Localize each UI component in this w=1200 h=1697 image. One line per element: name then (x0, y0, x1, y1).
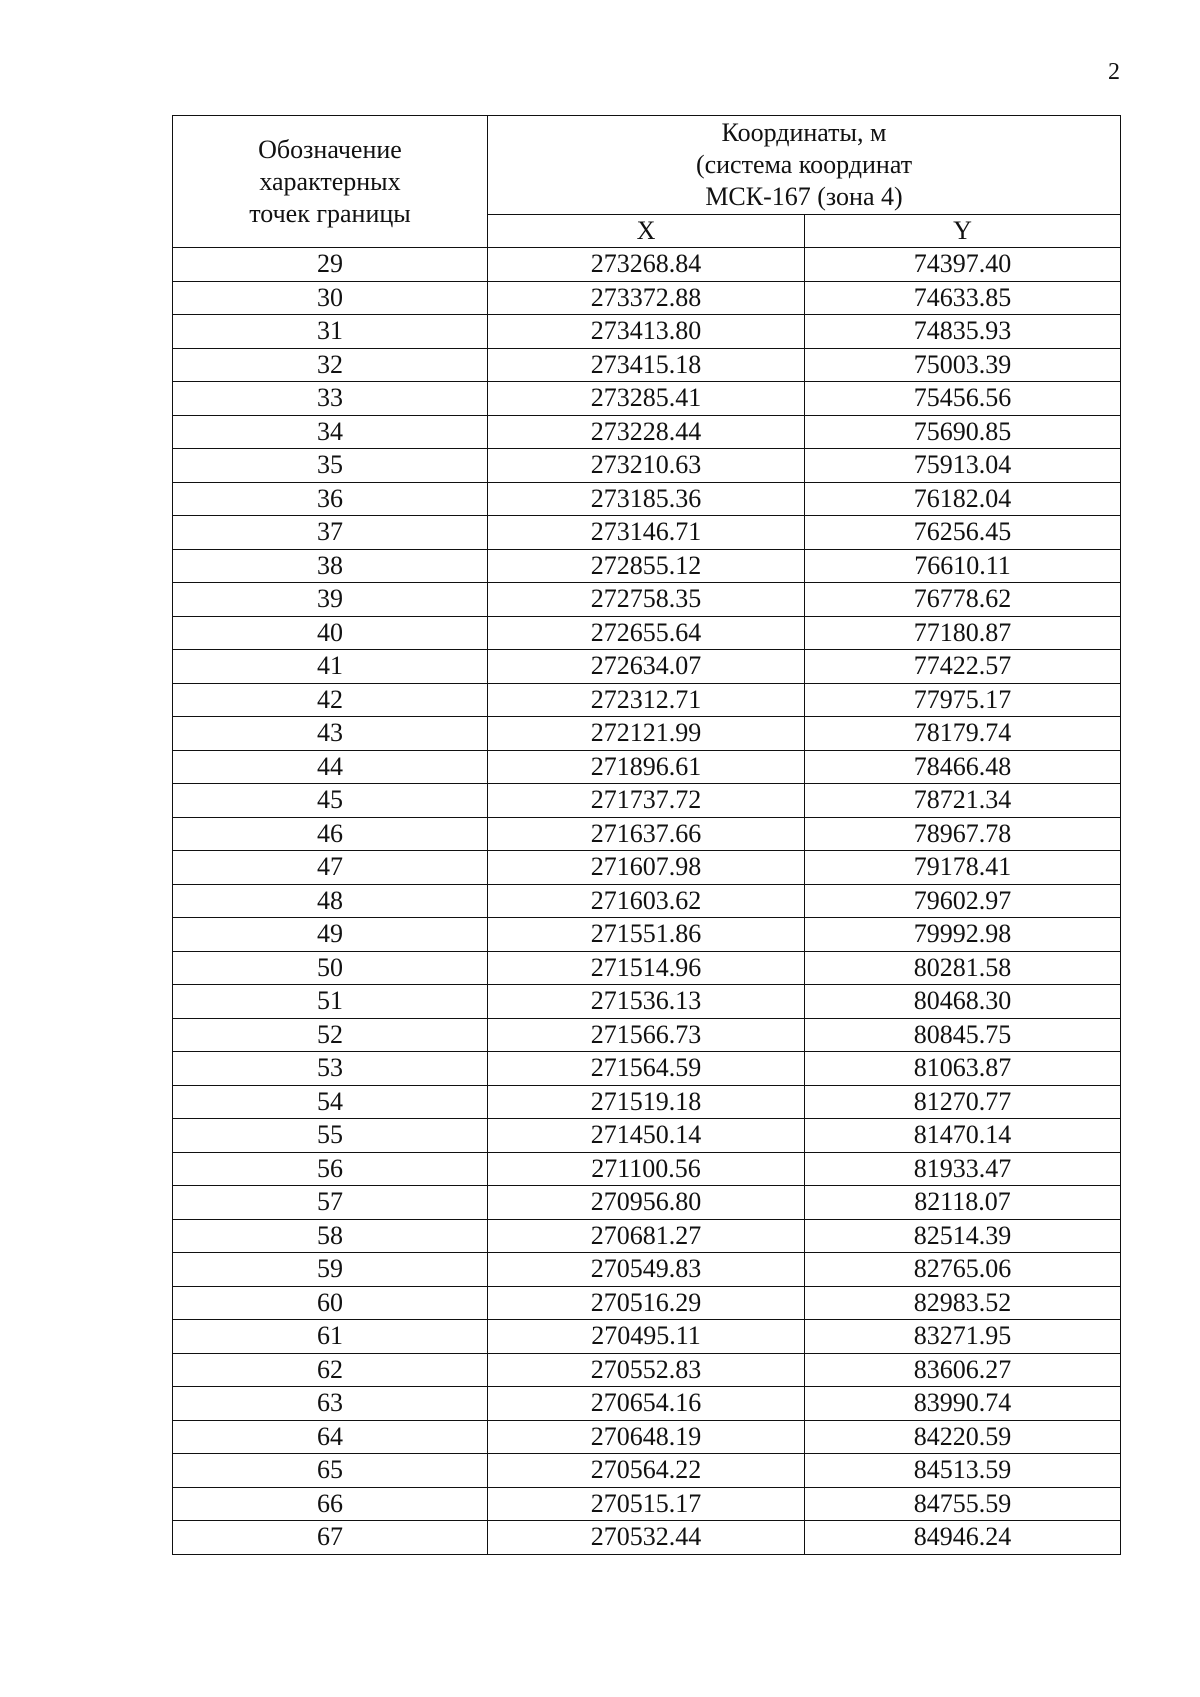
point-number-cell: 63 (173, 1387, 488, 1421)
x-coordinate-cell: 270552.83 (488, 1353, 805, 1387)
y-coordinate-cell: 78967.78 (805, 817, 1121, 851)
y-coordinate-cell: 79992.98 (805, 918, 1121, 952)
x-coordinate-cell: 273185.36 (488, 482, 805, 516)
point-number-cell: 56 (173, 1152, 488, 1186)
page-number: 2 (1108, 59, 1120, 85)
table-row (173, 1119, 1121, 1153)
x-coordinate-cell: 271607.98 (488, 851, 805, 885)
table-row (173, 1387, 1121, 1421)
table-row (173, 482, 1121, 516)
point-number-cell: 45 (173, 784, 488, 818)
point-number-cell: 42 (173, 683, 488, 717)
x-coordinate-cell: 270648.19 (488, 1420, 805, 1454)
y-coordinate-cell: 74835.93 (805, 315, 1121, 349)
x-coordinate-cell: 271896.61 (488, 750, 805, 784)
y-coordinate-cell: 81270.77 (805, 1085, 1121, 1119)
table-row (173, 1454, 1121, 1488)
y-coordinate-cell: 74633.85 (805, 281, 1121, 315)
table-row (173, 1186, 1121, 1220)
table-row (173, 817, 1121, 851)
x-coordinate-cell: 273210.63 (488, 449, 805, 483)
point-number-cell: 66 (173, 1487, 488, 1521)
y-coordinate-cell: 82514.39 (805, 1219, 1121, 1253)
table-row (173, 1152, 1121, 1186)
table-row (173, 1052, 1121, 1086)
table-row (173, 348, 1121, 382)
x-coordinate-cell: 273228.44 (488, 415, 805, 449)
table-row (173, 281, 1121, 315)
y-coordinate-cell: 75690.85 (805, 415, 1121, 449)
point-number-cell: 59 (173, 1253, 488, 1287)
point-number-cell: 54 (173, 1085, 488, 1119)
table-row (173, 516, 1121, 550)
y-coordinate-cell: 77975.17 (805, 683, 1121, 717)
x-coordinate-cell: 270549.83 (488, 1253, 805, 1287)
y-coordinate-cell: 80468.30 (805, 985, 1121, 1019)
table-body (173, 248, 1121, 1555)
x-coordinate-cell: 272758.35 (488, 583, 805, 617)
table-row (173, 1487, 1121, 1521)
coordinates-table (172, 115, 1121, 1555)
x-coordinate-cell: 273372.88 (488, 281, 805, 315)
table-row (173, 650, 1121, 684)
y-coordinate-cell: 75913.04 (805, 449, 1121, 483)
y-column-header: Y (805, 215, 1121, 248)
point-number-cell: 37 (173, 516, 488, 550)
y-coordinate-cell: 84220.59 (805, 1420, 1121, 1454)
y-coordinate-cell: 75003.39 (805, 348, 1121, 382)
y-coordinate-cell: 83606.27 (805, 1353, 1121, 1387)
y-coordinate-cell: 81470.14 (805, 1119, 1121, 1153)
x-coordinate-cell: 271519.18 (488, 1085, 805, 1119)
point-number-cell: 48 (173, 884, 488, 918)
x-coordinate-cell: 271536.13 (488, 985, 805, 1019)
point-number-cell: 52 (173, 1018, 488, 1052)
x-coordinate-cell: 272655.64 (488, 616, 805, 650)
point-designation-header (173, 116, 488, 248)
y-coordinate-cell: 81063.87 (805, 1052, 1121, 1086)
point-number-cell: 51 (173, 985, 488, 1019)
y-coordinate-cell: 74397.40 (805, 248, 1121, 282)
point-number-cell: 32 (173, 348, 488, 382)
table-row (173, 382, 1121, 416)
x-coordinate-cell: 271566.73 (488, 1018, 805, 1052)
x-coordinate-cell: 271100.56 (488, 1152, 805, 1186)
y-coordinate-cell: 84513.59 (805, 1454, 1121, 1488)
table-row (173, 1018, 1121, 1052)
x-coordinate-cell: 271564.59 (488, 1052, 805, 1086)
x-coordinate-cell: 270495.11 (488, 1320, 805, 1354)
point-number-cell: 62 (173, 1353, 488, 1387)
table-row (173, 750, 1121, 784)
y-coordinate-cell: 76610.11 (805, 549, 1121, 583)
y-coordinate-cell: 83271.95 (805, 1320, 1121, 1354)
table-row (173, 1253, 1121, 1287)
x-coordinate-cell: 273285.41 (488, 382, 805, 416)
y-coordinate-cell: 79602.97 (805, 884, 1121, 918)
y-coordinate-cell: 78466.48 (805, 750, 1121, 784)
y-coordinate-cell: 76256.45 (805, 516, 1121, 550)
point-number-cell: 39 (173, 583, 488, 617)
table-row (173, 616, 1121, 650)
y-coordinate-cell: 78721.34 (805, 784, 1121, 818)
point-number-cell: 44 (173, 750, 488, 784)
x-coordinate-cell: 270515.17 (488, 1487, 805, 1521)
table-row (173, 784, 1121, 818)
table-row (173, 1286, 1121, 1320)
y-coordinate-cell: 80281.58 (805, 951, 1121, 985)
table-row (173, 985, 1121, 1019)
y-coordinate-cell: 76778.62 (805, 583, 1121, 617)
table-row (173, 951, 1121, 985)
y-coordinate-cell: 80845.75 (805, 1018, 1121, 1052)
table-row (173, 415, 1121, 449)
point-number-cell: 58 (173, 1219, 488, 1253)
point-number-cell: 61 (173, 1320, 488, 1354)
x-coordinate-cell: 270956.80 (488, 1186, 805, 1220)
point-number-cell: 60 (173, 1286, 488, 1320)
point-number-cell: 53 (173, 1052, 488, 1086)
x-coordinate-cell: 273268.84 (488, 248, 805, 282)
y-coordinate-cell: 78179.74 (805, 717, 1121, 751)
point-number-cell: 55 (173, 1119, 488, 1153)
x-coordinate-cell: 270516.29 (488, 1286, 805, 1320)
point-number-cell: 33 (173, 382, 488, 416)
table-row (173, 683, 1121, 717)
y-coordinate-cell: 76182.04 (805, 482, 1121, 516)
y-coordinate-cell: 79178.41 (805, 851, 1121, 885)
coords-header-line: Координаты, м (721, 118, 887, 147)
point-number-cell: 65 (173, 1454, 488, 1488)
x-coordinate-cell: 273413.80 (488, 315, 805, 349)
point-number-cell: 31 (173, 315, 488, 349)
y-coordinate-cell: 84755.59 (805, 1487, 1121, 1521)
point-number-cell: 67 (173, 1521, 488, 1555)
x-coordinate-cell: 270654.16 (488, 1387, 805, 1421)
point-number-cell: 43 (173, 717, 488, 751)
x-coordinate-cell: 271603.62 (488, 884, 805, 918)
y-coordinate-cell: 84946.24 (805, 1521, 1121, 1555)
table-row (173, 1521, 1121, 1555)
point-number-cell: 41 (173, 650, 488, 684)
point-number-cell: 36 (173, 482, 488, 516)
y-coordinate-cell: 82983.52 (805, 1286, 1121, 1320)
x-coordinate-cell: 272634.07 (488, 650, 805, 684)
y-coordinate-cell: 77422.57 (805, 650, 1121, 684)
table-row (173, 248, 1121, 282)
coords-header-line: (система координат (695, 150, 913, 179)
x-coordinate-cell: 270564.22 (488, 1454, 805, 1488)
x-column-header: X (488, 215, 805, 248)
y-coordinate-cell: 77180.87 (805, 616, 1121, 650)
point-header-line: точек границы (249, 198, 411, 228)
y-coordinate-cell: 75456.56 (805, 382, 1121, 416)
coords-header-line: МСК-167 (зона 4) (705, 182, 903, 211)
x-coordinate-cell: 270532.44 (488, 1521, 805, 1555)
x-coordinate-cell: 273146.71 (488, 516, 805, 550)
point-number-cell: 57 (173, 1186, 488, 1220)
x-coordinate-cell: 271637.66 (488, 817, 805, 851)
x-coordinate-cell: 271737.72 (488, 784, 805, 818)
y-coordinate-cell: 81933.47 (805, 1152, 1121, 1186)
table-row (173, 1420, 1121, 1454)
x-coordinate-cell: 271551.86 (488, 918, 805, 952)
table-row (173, 315, 1121, 349)
point-number-cell: 64 (173, 1420, 488, 1454)
point-header-line: Обозначение (258, 134, 402, 164)
point-number-cell: 34 (173, 415, 488, 449)
table-row (173, 884, 1121, 918)
x-coordinate-cell: 270681.27 (488, 1219, 805, 1253)
point-number-cell: 30 (173, 281, 488, 315)
table-row (173, 449, 1121, 483)
point-number-cell: 49 (173, 918, 488, 952)
x-coordinate-cell: 272855.12 (488, 549, 805, 583)
table-row (173, 1219, 1121, 1253)
table-row (173, 918, 1121, 952)
x-coordinate-cell: 272312.71 (488, 683, 805, 717)
table-header (173, 116, 1121, 248)
x-coordinate-cell: 271450.14 (488, 1119, 805, 1153)
table-row (173, 1320, 1121, 1354)
point-number-cell: 35 (173, 449, 488, 483)
point-number-cell: 47 (173, 851, 488, 885)
point-number-cell: 40 (173, 616, 488, 650)
y-coordinate-cell: 82118.07 (805, 1186, 1121, 1220)
point-header-line: характерных (259, 166, 401, 196)
point-number-cell: 50 (173, 951, 488, 985)
table-row (173, 1085, 1121, 1119)
y-coordinate-cell: 82765.06 (805, 1253, 1121, 1287)
point-number-cell: 38 (173, 549, 488, 583)
point-number-cell: 29 (173, 248, 488, 282)
x-coordinate-cell: 271514.96 (488, 951, 805, 985)
x-coordinate-cell: 272121.99 (488, 717, 805, 751)
table-row (173, 851, 1121, 885)
table-row (173, 583, 1121, 617)
coordinates-header (488, 116, 1121, 215)
table-row (173, 549, 1121, 583)
table-row (173, 717, 1121, 751)
y-coordinate-cell: 83990.74 (805, 1387, 1121, 1421)
x-coordinate-cell: 273415.18 (488, 348, 805, 382)
table-row (173, 1353, 1121, 1387)
point-number-cell: 46 (173, 817, 488, 851)
